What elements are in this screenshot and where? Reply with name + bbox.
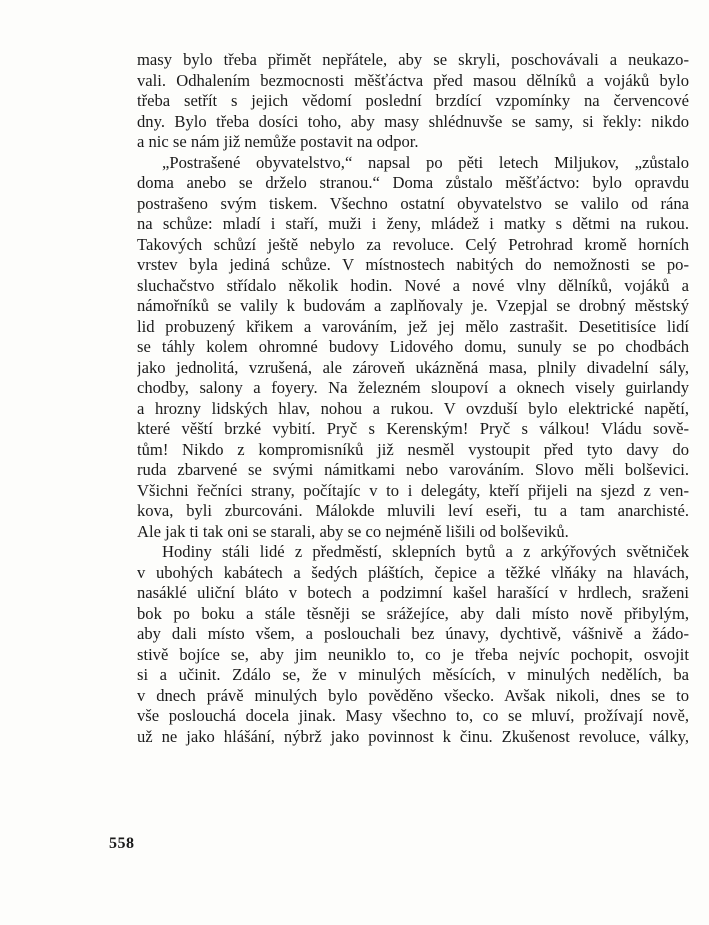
text-line: v dnech právě minulých bylo pověděno všecko. Avšak nikoli, dnes se to — [137, 685, 689, 705]
text-line: dny. Bylo třeba dosíci toho, aby masy shlédnuvše se samy, si řekly: nikdo — [137, 111, 689, 131]
text-line: Takových schůzí ještě nebylo za revoluce. Celý Petrohrad kromě horních — [137, 234, 689, 254]
text-line: v ubohých kabátech a šedých pláštích, čepice a těžké vlňáky na hlavách, — [137, 562, 689, 582]
text-line: chodby, salony a foyery. Na železném sloupoví a oknech visely guirlandy — [137, 378, 689, 397]
text-line: doma anebo se drželo stranou.“ Doma zůstalo měšťáctvo: bylo opravdu — [137, 173, 689, 192]
text-line: vrstev byla jediná schůze. V místnostech nabitých do nemožnosti se po- — [137, 255, 689, 274]
text-line: lid probuzený křikem a varováním, jež jej mělo zastrašit. Desetitisíce lidí — [137, 316, 689, 336]
text-line: nasáklé uliční bláto v botech a podzimní kašel harašící v hrdlech, sraženi — [137, 583, 689, 602]
paragraph — [137, 542, 689, 747]
text-line: námořníků se valily k budovám a zaplňovaly je. Vzepjal se drobný městský — [137, 296, 689, 315]
text-line: a hrozny lidských hlav, nohou a rukou. V ovzduší bylo elektrické napětí, — [137, 398, 689, 418]
text-line: stivě bojíce se, aby jim neuniklo to, co je třeba nejvíc pochopit, osvojit — [137, 644, 689, 664]
text-line: jako jednolitá, vzrušená, ale zároveň ukázněná masa, plnily divadelní sály, — [137, 357, 689, 377]
paragraph — [137, 50, 689, 153]
page-number: 558 — [109, 835, 135, 852]
text-line: bok po boku a stále těsněji se srážejíce, aby dali místo nově přibylým, — [137, 603, 689, 623]
text-line: aby dali místo všem, a poslouchali bez únavy, dychtivě, vášnivě a žádo- — [137, 624, 689, 643]
text-line: Všichni řečníci strany, počítajíc v to i delegáty, kteří přijeli na sjezd z ven- — [137, 480, 689, 500]
text-line: „Postrašené obyvatelstvo,“ napsal po pěti letech Miljukov, „zůstalo — [162, 152, 689, 172]
text-line: sluchačstvo střídalo několik hodin. Nové a nové vlny dělníků, vojáků a — [137, 275, 689, 295]
body-text — [137, 50, 689, 747]
text-line: ruda zbarvené se svými námitkami nebo varováním. Slovo měli bolševici. — [137, 460, 689, 479]
text-line: vše poslouchá docela jinak. Masy všechno to, co se mluví, prožívají nově, — [137, 706, 689, 725]
text-line: postrašeno svým tiskem. Všechno ostatní obyvatelstvo se valilo od rána — [137, 193, 689, 213]
text-line: které věští brzké vybití. Pryč s Kerenským! Pryč s válkou! Vládu sově- — [137, 419, 689, 438]
text-line: na schůze: mladí i staří, muži i ženy, mládež i matky s dětmi na rukou. — [137, 214, 689, 233]
paragraph — [137, 153, 689, 543]
text-line: třeba setřít s jejich vědomí poslední brzdící vzpomínky na červencové — [137, 91, 689, 110]
text-line: Ale jak ti tak oni se starali, aby se co nejméně lišili od bolševiků. — [137, 521, 569, 541]
text-line: tům! Nikdo z kompromisníků již nesměl vystoupit před tyto davy do — [137, 439, 689, 459]
text-line: Hodiny stáli lidé z předměstí, sklepních bytů a z arkýřových světniček — [162, 542, 689, 561]
text-line: kova, byli zburcováni. Málokde mluvili leví eseři, tu a tam anarchisté. — [137, 501, 689, 520]
text-line: vali. Odhalením bezmocnosti měšťáctva před masou dělníků a vojáků bylo — [137, 70, 689, 90]
text-line: a nic se nám již nemůže postavit na odpor. — [137, 132, 419, 151]
text-line: masy bylo třeba přimět nepřátele, aby se skryli, poschovávali a neukazo- — [137, 50, 689, 69]
text-line: si a učinit. Zdálo se, že v minulých měsících, v minulých nedělích, ba — [137, 665, 689, 684]
text-line: se táhly kolem ohromné budovy Lidového domu, sunuly se po chodbách — [137, 337, 689, 356]
text-line: už ne jako hlášání, nýbrž jako povinnost k činu. Zkušenost revoluce, války, — [137, 726, 689, 746]
